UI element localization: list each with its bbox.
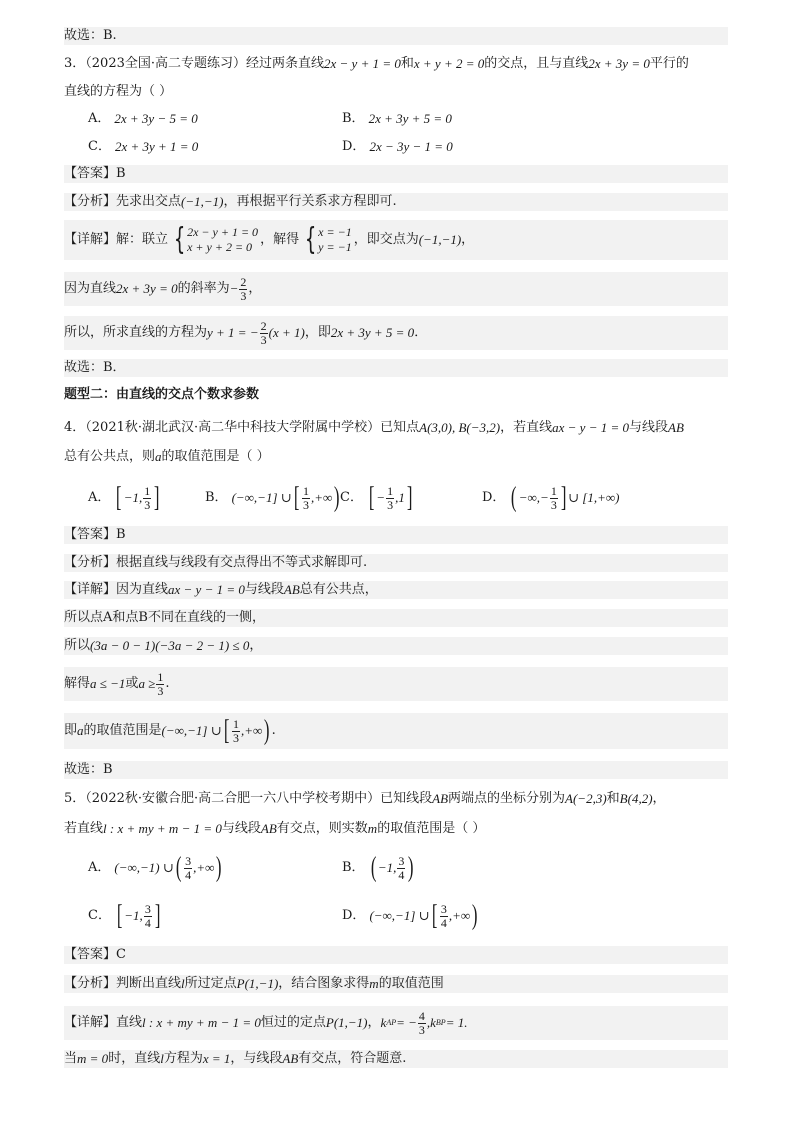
q5-detail bbox=[64, 1006, 728, 1040]
text: 有交点，符合题意. bbox=[298, 1051, 407, 1066]
text: 平行的 bbox=[649, 56, 689, 71]
option-label: C． bbox=[88, 908, 111, 923]
text: 有交点，则实数 bbox=[276, 821, 368, 836]
bracket-icon: ) bbox=[472, 900, 478, 931]
q3-result bbox=[64, 316, 728, 350]
option-value: ,+∞ bbox=[193, 860, 215, 875]
bracket-icon: [ bbox=[293, 482, 300, 513]
option-label: D． bbox=[482, 490, 506, 505]
option-label: D． bbox=[342, 139, 366, 154]
option-label: A． bbox=[88, 111, 111, 126]
text: ，若直线 bbox=[500, 420, 553, 435]
text: 【分析】根据直线与线段有交点得出不等式求解即可. bbox=[64, 555, 368, 570]
text: . bbox=[165, 676, 170, 691]
bracket-icon: ( bbox=[511, 482, 517, 513]
equation-system bbox=[301, 222, 352, 257]
q3-detail bbox=[64, 220, 728, 260]
numerator: 4 bbox=[418, 1008, 425, 1023]
text: 因为直线 bbox=[64, 281, 117, 296]
text: 即 bbox=[64, 723, 78, 738]
point: A(−2,3) bbox=[565, 791, 607, 806]
text-line bbox=[64, 27, 728, 45]
denominator: 3 bbox=[302, 497, 309, 512]
q3-answer bbox=[64, 165, 728, 183]
text: 【详解】解：联立 bbox=[64, 232, 169, 247]
equation: = − bbox=[396, 1015, 417, 1030]
denominator: 3 bbox=[157, 683, 164, 698]
text: ， bbox=[249, 638, 263, 653]
option-label: B． bbox=[205, 490, 228, 505]
text: 5．（2022秋·安徽合肥·高二合肥一六八中学校考期中）已知线段 bbox=[64, 791, 433, 806]
option-label: A． bbox=[88, 860, 111, 875]
text: 【详解】直线 bbox=[64, 1015, 143, 1030]
text: 与线段 bbox=[628, 420, 668, 435]
option-value: −1, bbox=[377, 860, 397, 875]
subscript: BP bbox=[435, 1018, 446, 1027]
numerator: 1 bbox=[144, 483, 151, 498]
text: 的斜率为 bbox=[177, 281, 230, 296]
text: 【答案】C bbox=[64, 947, 126, 962]
q4-line bbox=[64, 609, 728, 627]
q5-analysis bbox=[64, 975, 728, 993]
text: 【答案】B bbox=[64, 166, 126, 181]
option-value: −∞,− bbox=[518, 490, 549, 505]
text: 总有公共点，则 bbox=[64, 449, 156, 464]
segment: AB bbox=[432, 791, 449, 806]
bracket-icon: ] bbox=[154, 482, 160, 513]
text: 与线段 bbox=[244, 582, 284, 597]
bracket-icon: [ bbox=[223, 715, 230, 746]
option-label: C． bbox=[340, 490, 363, 505]
minus: − bbox=[376, 490, 386, 505]
interval: ,+∞ bbox=[240, 723, 263, 738]
q4-detail bbox=[64, 581, 728, 599]
text: ，结合图象求得 bbox=[278, 976, 370, 991]
equation-system bbox=[170, 222, 259, 257]
text: 的取值范围是（ ） bbox=[161, 449, 270, 464]
question-3-stem-cont bbox=[64, 83, 728, 101]
denominator: 4 bbox=[398, 867, 405, 882]
variable: a bbox=[155, 449, 162, 464]
text: ， bbox=[367, 1015, 381, 1030]
option-value: 2x + 3y + 1 = 0 bbox=[114, 139, 199, 154]
text: 【详解】因为直线 bbox=[64, 582, 169, 597]
numerator: 3 bbox=[440, 901, 447, 916]
text: 故选：B． bbox=[64, 360, 126, 375]
text: 的取值范围是（ ） bbox=[377, 821, 486, 836]
text: 或 bbox=[125, 676, 139, 691]
option-value: ,+∞ bbox=[310, 490, 333, 505]
equation: y = −1 bbox=[318, 240, 352, 254]
q3-option-b bbox=[342, 110, 452, 128]
text: 【分析】先求出交点 bbox=[64, 194, 182, 209]
question-4-stem-cont bbox=[64, 448, 728, 466]
point: (−1,−1) bbox=[418, 232, 462, 247]
equation: 2x + 3y = 0 bbox=[116, 281, 178, 296]
q3-option-c bbox=[88, 138, 198, 156]
option-label: A． bbox=[88, 490, 111, 505]
variable: m bbox=[367, 821, 378, 836]
bracket-icon: ] bbox=[406, 482, 413, 513]
equation: l : x + my + m − 1 = 0 bbox=[103, 821, 222, 836]
q4-conclusion bbox=[64, 761, 728, 779]
text: 直线的方程为（ ） bbox=[64, 84, 173, 99]
brace-icon: { bbox=[304, 222, 317, 257]
text: 与线段 bbox=[221, 821, 261, 836]
text: 【分析】判断出直线 bbox=[64, 976, 182, 991]
q5-line bbox=[64, 1050, 728, 1068]
denominator: 3 bbox=[260, 332, 267, 347]
numerator: 1 bbox=[232, 716, 239, 731]
denominator: 4 bbox=[185, 867, 192, 882]
equation: m = 0 bbox=[77, 1051, 109, 1066]
numerator: 3 bbox=[398, 853, 405, 868]
option-value: (−∞,−1] ∪ bbox=[369, 908, 430, 923]
fraction bbox=[418, 1010, 426, 1037]
bracket-icon: ] bbox=[154, 900, 161, 931]
q5-option-d bbox=[342, 898, 479, 934]
text: 的取值范围 bbox=[378, 976, 444, 991]
text: 恒过的定点 bbox=[260, 1015, 326, 1030]
q4-answer bbox=[64, 526, 728, 544]
bracket-icon: [ bbox=[116, 482, 122, 513]
bracket-icon: ] bbox=[560, 482, 567, 513]
q3-option-a bbox=[88, 110, 198, 128]
q4-line bbox=[64, 713, 728, 749]
bracket-icon: ( bbox=[370, 852, 377, 883]
fraction bbox=[184, 855, 192, 882]
point: (−1,−1) bbox=[181, 194, 224, 209]
variable: l bbox=[181, 976, 185, 991]
bracket-icon: [ bbox=[431, 900, 437, 931]
denominator: 3 bbox=[418, 1022, 425, 1037]
option-value: −1, bbox=[123, 490, 143, 505]
segment: AB bbox=[282, 1051, 299, 1066]
q4-analysis bbox=[64, 554, 728, 572]
option-value: ∪ [1,+∞) bbox=[568, 490, 620, 505]
q5-answer bbox=[64, 946, 728, 964]
fraction bbox=[397, 855, 405, 882]
option-value: ,+∞ bbox=[448, 908, 471, 923]
point: B(4,2) bbox=[619, 791, 653, 806]
denominator: 3 bbox=[232, 730, 239, 745]
bracket-icon: ( bbox=[175, 852, 182, 883]
equation: ax − y − 1 = 0 bbox=[168, 582, 245, 597]
q3-analysis bbox=[64, 193, 728, 211]
text: ． bbox=[414, 325, 428, 340]
q3-conclusion bbox=[64, 359, 728, 377]
text: 方程为 bbox=[163, 1051, 203, 1066]
text: ， bbox=[248, 281, 262, 296]
text: ，即交点为 bbox=[353, 232, 419, 247]
text: 3．（2023全国·高二专题练习）经过两条直线 bbox=[64, 56, 324, 71]
inequality: a ≤ −1 bbox=[90, 676, 126, 691]
option-value: (−∞,−1] ∪ bbox=[231, 490, 292, 505]
bracket-icon: [ bbox=[116, 900, 123, 931]
question-5-stem bbox=[64, 790, 728, 808]
text: 的取值范围是 bbox=[83, 723, 162, 738]
fraction bbox=[143, 485, 151, 512]
denominator: 4 bbox=[440, 915, 447, 930]
option-value: ,1 bbox=[395, 490, 405, 505]
text: 所以，所求直线的方程为 bbox=[64, 325, 208, 340]
numerator: 3 bbox=[144, 901, 151, 916]
minus: − bbox=[229, 281, 239, 296]
numerator: 1 bbox=[157, 669, 164, 684]
fraction bbox=[156, 671, 164, 698]
option-label: C． bbox=[88, 139, 111, 154]
q4-option-b bbox=[205, 480, 342, 516]
option-label: D． bbox=[342, 908, 366, 923]
text: 4．（2021秋·湖北武汉·高二华中科技大学附属中学校）已知点 bbox=[64, 420, 420, 435]
q5-option-c bbox=[88, 898, 162, 934]
inequality: (3a − 0 − 1)(−3a − 2 − 1) ≤ 0 bbox=[90, 638, 250, 653]
numerator: 1 bbox=[302, 483, 309, 498]
question-5-stem-cont bbox=[64, 820, 728, 838]
q4-line bbox=[64, 637, 728, 655]
equation: 2x + 3y = 0 bbox=[588, 56, 650, 71]
denominator: 3 bbox=[550, 497, 557, 512]
denominator: 4 bbox=[144, 915, 151, 930]
text: ，再根据平行关系求方程即可. bbox=[223, 194, 397, 209]
question-3-stem bbox=[64, 55, 728, 73]
equation: (x + 1) bbox=[268, 325, 305, 340]
inequality: a ≥ bbox=[138, 676, 156, 691]
text: 所过定点 bbox=[184, 976, 237, 991]
equation: 2x + 3y + 5 = 0 bbox=[330, 325, 415, 340]
q4-line bbox=[64, 667, 728, 701]
fraction bbox=[386, 485, 394, 512]
segment: AB bbox=[283, 582, 300, 597]
equation: x + y + 2 = 0 bbox=[187, 240, 253, 254]
text: ， bbox=[652, 791, 666, 806]
separator: , bbox=[426, 1015, 431, 1030]
equation: x = 1 bbox=[202, 1051, 231, 1066]
slope: k bbox=[430, 1015, 436, 1030]
numerator: 2 bbox=[240, 274, 247, 289]
text: 两端点的坐标分别为 bbox=[448, 791, 566, 806]
fraction bbox=[144, 903, 152, 930]
option-value: 2x − 3y − 1 = 0 bbox=[369, 139, 453, 154]
text: ， bbox=[461, 232, 475, 247]
option-value: (−∞,−1) ∪ bbox=[114, 860, 174, 875]
question-4-stem bbox=[64, 419, 728, 437]
bracket-icon: ) bbox=[216, 852, 222, 883]
option-value: −1, bbox=[124, 908, 143, 923]
segment: AB bbox=[260, 821, 277, 836]
fraction bbox=[260, 320, 268, 347]
text: . bbox=[271, 723, 276, 738]
text: ，即 bbox=[304, 325, 331, 340]
bracket-icon: ) bbox=[264, 715, 270, 746]
bracket-icon: ) bbox=[334, 482, 340, 513]
numerator: 2 bbox=[260, 318, 267, 333]
fraction bbox=[302, 485, 310, 512]
variable: m bbox=[369, 976, 379, 991]
equation: 2x − y + 1 = 0 bbox=[187, 225, 259, 239]
interval: (−∞,−1] ∪ bbox=[161, 723, 222, 738]
fraction bbox=[232, 718, 240, 745]
option-value: 2x + 3y − 5 = 0 bbox=[114, 111, 198, 126]
text: 题型二：由直线的交点个数求参数 bbox=[64, 387, 260, 402]
q5-option-a bbox=[88, 850, 224, 886]
variable: l bbox=[160, 1051, 164, 1066]
q4-option-c bbox=[340, 480, 414, 516]
fraction bbox=[440, 903, 448, 930]
slope: k bbox=[380, 1015, 387, 1030]
equation: x = −1 bbox=[318, 225, 352, 239]
points: A(3,0), B(−3,2) bbox=[419, 420, 501, 435]
text: 和 bbox=[400, 56, 414, 71]
brace-icon: { bbox=[173, 222, 186, 257]
equation: y + 1 = − bbox=[207, 325, 259, 340]
equation: 2x − y + 1 = 0 bbox=[324, 56, 401, 71]
text: 总有公共点， bbox=[299, 582, 378, 597]
denominator: 3 bbox=[387, 497, 394, 512]
text: 【答案】B bbox=[64, 527, 126, 542]
denominator: 3 bbox=[240, 288, 247, 303]
q3-option-d bbox=[342, 138, 453, 156]
text: 解得 bbox=[64, 676, 91, 691]
option-value: 2x + 3y + 5 = 0 bbox=[368, 111, 452, 126]
q5-option-b bbox=[342, 850, 416, 886]
text: 若直线 bbox=[64, 821, 104, 836]
q3-slope bbox=[64, 272, 728, 306]
text: 所以点A和点B不同在直线的一侧， bbox=[64, 610, 265, 625]
equation: x + y + 2 = 0 bbox=[413, 56, 485, 71]
text: 的交点，且与直线 bbox=[484, 56, 589, 71]
text: 和 bbox=[606, 791, 620, 806]
text: 故选：B. bbox=[64, 28, 117, 43]
bracket-icon: ) bbox=[408, 852, 414, 883]
text: 当 bbox=[64, 1051, 78, 1066]
subscript: AP bbox=[386, 1018, 397, 1027]
numerator: 1 bbox=[387, 483, 394, 498]
equation: = 1. bbox=[445, 1015, 468, 1030]
text: ，解得 bbox=[260, 232, 300, 247]
text: 故选：B bbox=[64, 762, 113, 777]
bracket-icon: [ bbox=[368, 482, 375, 513]
fraction bbox=[550, 485, 558, 512]
section-heading bbox=[64, 386, 728, 404]
denominator: 3 bbox=[144, 497, 151, 512]
point: P(1,−1) bbox=[236, 976, 279, 991]
option-label: B． bbox=[342, 111, 365, 126]
equation: l : x + my + m − 1 = 0 bbox=[142, 1015, 261, 1030]
variable: a bbox=[77, 723, 84, 738]
text: 时，直线 bbox=[108, 1051, 161, 1066]
fraction bbox=[239, 276, 247, 303]
text: ，与线段 bbox=[230, 1051, 283, 1066]
option-label: B． bbox=[342, 860, 365, 875]
numerator: 1 bbox=[550, 483, 557, 498]
q4-option-a bbox=[88, 480, 162, 516]
point: P(1,−1) bbox=[325, 1015, 368, 1030]
equation: ax − y − 1 = 0 bbox=[552, 420, 629, 435]
q4-option-d bbox=[482, 480, 619, 516]
segment: AB bbox=[668, 420, 684, 435]
numerator: 3 bbox=[185, 853, 192, 868]
text: 所以 bbox=[64, 638, 91, 653]
